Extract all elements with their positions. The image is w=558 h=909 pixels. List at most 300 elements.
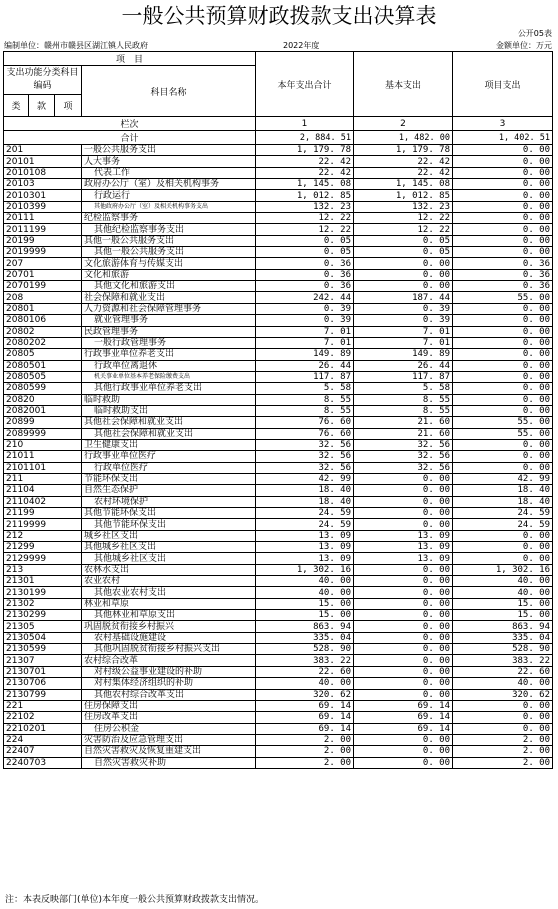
row-project: 0. 00 — [453, 190, 553, 201]
header-subject-name: 科目名称 — [82, 66, 256, 117]
row-project: 0. 00 — [453, 451, 553, 462]
row-name: 农林水支出 — [82, 564, 256, 575]
row-code: 21199 — [4, 508, 82, 519]
row-total: 528. 90 — [256, 644, 354, 655]
row-code: 2130706 — [4, 678, 82, 689]
row-name: 城乡社区支出 — [82, 530, 256, 541]
table-row — [4, 644, 553, 655]
table-row — [4, 734, 553, 745]
row-name: 其他一般公共服务支出 — [82, 247, 256, 258]
compiling-unit: 编制单位：赣州市赣县区湖江镇人民政府 — [4, 41, 148, 50]
row-total: 2. 00 — [256, 734, 354, 745]
row-project: 0. 00 — [453, 553, 553, 564]
fiscal-year: 2022年度 — [283, 41, 320, 50]
row-project: 24. 59 — [453, 519, 553, 530]
row-code: 2080202 — [4, 337, 82, 348]
row-project: 0. 00 — [453, 337, 553, 348]
table-row — [4, 439, 553, 450]
header-order-1: 1 — [256, 117, 354, 131]
table-row — [4, 473, 553, 484]
row-name: 其他纪检监察事务支出 — [82, 224, 256, 235]
row-total: 7. 01 — [256, 337, 354, 348]
table-row — [4, 723, 553, 734]
row-code: 22407 — [4, 746, 82, 757]
table-row — [4, 269, 553, 280]
row-project: 0. 00 — [453, 349, 553, 360]
row-name: 对村级公益事业建设的补助 — [82, 666, 256, 677]
table-row — [4, 201, 553, 212]
table-row — [4, 417, 553, 428]
row-name: 社会保障和就业支出 — [82, 292, 256, 303]
row-name: 行政事业单位医疗 — [82, 451, 256, 462]
row-basic: 117. 87 — [354, 371, 453, 382]
row-total: 22. 42 — [256, 167, 354, 178]
table-row — [4, 508, 553, 519]
row-name: 其他巩固脱贫衔接乡村振兴支出 — [82, 644, 256, 655]
row-name: 临时救助 — [82, 394, 256, 405]
table-row — [4, 349, 553, 360]
row-name: 林业和草原 — [82, 598, 256, 609]
row-name: 自然灾害救灾及恢复重建支出 — [82, 746, 256, 757]
row-name: 文化旅游体育与传媒支出 — [82, 258, 256, 269]
row-code: 2080106 — [4, 315, 82, 326]
row-project: 0. 00 — [453, 383, 553, 394]
row-code: 2130299 — [4, 610, 82, 621]
header-order-2: 2 — [354, 117, 453, 131]
row-basic: 22. 42 — [354, 156, 453, 167]
row-name: 住房公积金 — [82, 723, 256, 734]
row-name: 农村综合改革 — [82, 655, 256, 666]
row-code: 212 — [4, 530, 82, 541]
row-basic: 69. 14 — [354, 700, 453, 711]
row-total: 69. 14 — [256, 712, 354, 723]
row-name: 其他政府办公厅（室）及相关机构事务支出 — [82, 201, 256, 212]
row-total: 863. 94 — [256, 621, 354, 632]
row-total: 32. 56 — [256, 451, 354, 462]
expenditure-table — [3, 51, 553, 769]
row-basic: 32. 56 — [354, 451, 453, 462]
row-basic: 13. 09 — [354, 542, 453, 553]
row-code: 20701 — [4, 269, 82, 280]
row-project: 40. 00 — [453, 587, 553, 598]
row-code: 2010399 — [4, 201, 82, 212]
row-project: 0. 00 — [453, 145, 553, 156]
row-project: 0. 00 — [453, 247, 553, 258]
row-name: 其他社会保障和就业支出 — [82, 417, 256, 428]
row-basic: 0. 00 — [354, 576, 453, 587]
row-code: 2011199 — [4, 224, 82, 235]
row-project: 0. 00 — [453, 394, 553, 405]
row-total: 40. 00 — [256, 678, 354, 689]
row-name: 其他林业和草原支出 — [82, 610, 256, 621]
table-row — [4, 303, 553, 314]
row-total: 1, 012. 85 — [256, 190, 354, 201]
row-project: 0. 00 — [453, 201, 553, 212]
row-basic: 0. 00 — [354, 258, 453, 269]
row-total: 0. 39 — [256, 303, 354, 314]
header-item-group: 项 目 — [4, 52, 256, 66]
row-total: 149. 89 — [256, 349, 354, 360]
row-project: 0. 36 — [453, 258, 553, 269]
row-code: 2070199 — [4, 281, 82, 292]
total-row-project: 1, 402. 51 — [453, 131, 553, 145]
row-total: 18. 40 — [256, 485, 354, 496]
row-code: 20111 — [4, 213, 82, 224]
row-total: 12. 22 — [256, 224, 354, 235]
header-xiang: 项 — [55, 95, 82, 117]
row-name: 其他社会保障和就业支出 — [82, 428, 256, 439]
header-lei: 类 — [4, 95, 29, 117]
row-name: 农业农村 — [82, 576, 256, 587]
header-col-total: 本年支出合计 — [256, 52, 354, 117]
row-basic: 32. 56 — [354, 439, 453, 450]
row-total: 40. 00 — [256, 587, 354, 598]
row-basic: 0. 00 — [354, 610, 453, 621]
row-name: 其他农村综合改革支出 — [82, 689, 256, 700]
row-basic: 0. 00 — [354, 655, 453, 666]
row-basic: 0. 00 — [354, 678, 453, 689]
row-name: 节能环保支出 — [82, 473, 256, 484]
row-name: 自然生态保护 — [82, 485, 256, 496]
row-basic: 8. 55 — [354, 394, 453, 405]
row-code: 21307 — [4, 655, 82, 666]
row-basic: 0. 00 — [354, 621, 453, 632]
row-name: 其他农业农村支出 — [82, 587, 256, 598]
table-row — [4, 179, 553, 190]
table-row — [4, 190, 553, 201]
table-row — [4, 700, 553, 711]
row-basic: 0. 00 — [354, 757, 453, 768]
row-code: 2129999 — [4, 553, 82, 564]
row-code: 2130701 — [4, 666, 82, 677]
row-total: 13. 09 — [256, 553, 354, 564]
row-basic: 0. 05 — [354, 235, 453, 246]
table-row — [4, 757, 553, 768]
row-basic: 26. 44 — [354, 360, 453, 371]
row-total: 69. 14 — [256, 700, 354, 711]
table-row — [4, 281, 553, 292]
header-order-3: 3 — [453, 117, 553, 131]
row-basic: 0. 00 — [354, 269, 453, 280]
table-row — [4, 610, 553, 621]
row-name: 其他城乡社区支出 — [82, 553, 256, 564]
row-project: 0. 00 — [453, 360, 553, 371]
row-name: 政府办公厅（室）及相关机构事务 — [82, 179, 256, 190]
row-total: 8. 55 — [256, 405, 354, 416]
table-row — [4, 213, 553, 224]
row-basic: 0. 00 — [354, 496, 453, 507]
row-project: 0. 00 — [453, 235, 553, 246]
row-code: 21011 — [4, 451, 82, 462]
row-code: 201 — [4, 145, 82, 156]
row-basic: 0. 00 — [354, 666, 453, 677]
row-project: 0. 00 — [453, 439, 553, 450]
table-row — [4, 712, 553, 723]
row-code: 20805 — [4, 349, 82, 360]
table-body — [4, 145, 553, 769]
row-basic: 7. 01 — [354, 326, 453, 337]
row-code: 21305 — [4, 621, 82, 632]
row-total: 335. 04 — [256, 632, 354, 643]
row-project: 0. 00 — [453, 712, 553, 723]
table-row — [4, 247, 553, 258]
table-row — [4, 542, 553, 553]
row-code: 21301 — [4, 576, 82, 587]
row-code: 2080505 — [4, 371, 82, 382]
table-row — [4, 315, 553, 326]
row-total: 5. 58 — [256, 383, 354, 394]
row-code: 2080599 — [4, 383, 82, 394]
table-row — [4, 666, 553, 677]
money-unit: 金额单位：万元 — [496, 41, 552, 50]
row-total: 117. 87 — [256, 371, 354, 382]
row-project: 24. 59 — [453, 508, 553, 519]
row-basic: 22. 42 — [354, 167, 453, 178]
row-code: 2010108 — [4, 167, 82, 178]
row-basic: 0. 39 — [354, 315, 453, 326]
row-code: 20199 — [4, 235, 82, 246]
table-row — [4, 394, 553, 405]
row-basic: 0. 00 — [354, 689, 453, 700]
table-row — [4, 553, 553, 564]
row-name: 其他节能环保支出 — [82, 508, 256, 519]
row-basic: 12. 22 — [354, 213, 453, 224]
row-basic: 0. 00 — [354, 632, 453, 643]
row-name: 文化和旅游 — [82, 269, 256, 280]
row-basic: 21. 60 — [354, 428, 453, 439]
row-total: 15. 00 — [256, 598, 354, 609]
row-total: 383. 22 — [256, 655, 354, 666]
row-basic: 0. 00 — [354, 281, 453, 292]
total-row-total: 2, 884. 51 — [256, 131, 354, 145]
row-code: 2080501 — [4, 360, 82, 371]
row-project: 55. 00 — [453, 428, 553, 439]
row-project: 0. 00 — [453, 405, 553, 416]
row-code: 2089999 — [4, 428, 82, 439]
table-row — [4, 156, 553, 167]
row-basic: 0. 00 — [354, 644, 453, 655]
row-name: 代表工作 — [82, 167, 256, 178]
row-name: 临时救助支出 — [82, 405, 256, 416]
row-code: 2240703 — [4, 757, 82, 768]
row-code: 2210201 — [4, 723, 82, 734]
row-total: 0. 36 — [256, 258, 354, 269]
row-total: 22. 60 — [256, 666, 354, 677]
row-basic: 69. 14 — [354, 712, 453, 723]
row-project: 0. 00 — [453, 530, 553, 541]
row-basic: 13. 09 — [354, 530, 453, 541]
row-name: 人大事务 — [82, 156, 256, 167]
row-total: 320. 62 — [256, 689, 354, 700]
row-total: 69. 14 — [256, 723, 354, 734]
table-row — [4, 337, 553, 348]
row-total: 32. 56 — [256, 439, 354, 450]
row-code: 2130799 — [4, 689, 82, 700]
table-row — [4, 678, 553, 689]
row-code: 2101101 — [4, 462, 82, 473]
row-basic: 187. 44 — [354, 292, 453, 303]
row-name: 就业管理事务 — [82, 315, 256, 326]
row-code: 20103 — [4, 179, 82, 190]
row-project: 40. 00 — [453, 576, 553, 587]
row-basic: 1, 012. 85 — [354, 190, 453, 201]
table-row — [4, 621, 553, 632]
row-project: 0. 36 — [453, 269, 553, 280]
row-total: 0. 39 — [256, 315, 354, 326]
row-basic: 12. 22 — [354, 224, 453, 235]
row-project: 320. 62 — [453, 689, 553, 700]
row-code: 20801 — [4, 303, 82, 314]
row-basic: 0. 00 — [354, 508, 453, 519]
row-total: 1, 145. 08 — [256, 179, 354, 190]
table-row — [4, 451, 553, 462]
row-project: 0. 00 — [453, 462, 553, 473]
row-name: 行政单位离退休 — [82, 360, 256, 371]
row-code: 211 — [4, 473, 82, 484]
table-row — [4, 235, 553, 246]
row-name: 一般行政管理事务 — [82, 337, 256, 348]
row-basic: 8. 55 — [354, 405, 453, 416]
table-row — [4, 371, 553, 382]
row-code: 2130504 — [4, 632, 82, 643]
row-name: 纪检监察事务 — [82, 213, 256, 224]
row-code: 20802 — [4, 326, 82, 337]
total-row-basic: 1, 482. 00 — [354, 131, 453, 145]
row-project: 335. 04 — [453, 632, 553, 643]
header-order-label: 栏次 — [4, 117, 256, 131]
row-name: 一般公共服务支出 — [82, 145, 256, 156]
table-row — [4, 145, 553, 156]
table-row — [4, 383, 553, 394]
row-basic: 149. 89 — [354, 349, 453, 360]
row-basic: 1, 179. 78 — [354, 145, 453, 156]
table-row — [4, 496, 553, 507]
row-code: 221 — [4, 700, 82, 711]
header-col-basic: 基本支出 — [354, 52, 453, 117]
row-project: 0. 36 — [453, 281, 553, 292]
row-project: 0. 00 — [453, 315, 553, 326]
row-total: 1, 302. 16 — [256, 564, 354, 575]
row-project: 1, 302. 16 — [453, 564, 553, 575]
row-project: 22. 60 — [453, 666, 553, 677]
row-total: 40. 00 — [256, 576, 354, 587]
row-name: 人力资源和社会保障管理事务 — [82, 303, 256, 314]
footnote: 注：本表反映部门(单位)本年度一般公共预算财政拨款支出情况。 — [5, 895, 265, 905]
row-code: 210 — [4, 439, 82, 450]
row-name: 卫生健康支出 — [82, 439, 256, 450]
header-classification: 支出功能分类科目编码 — [4, 66, 82, 95]
row-project: 18. 40 — [453, 496, 553, 507]
row-code: 224 — [4, 734, 82, 745]
table-row — [4, 224, 553, 235]
row-code: 20899 — [4, 417, 82, 428]
form-code: 公开05表 — [517, 29, 552, 38]
row-name: 行政事业单位养老支出 — [82, 349, 256, 360]
row-project: 528. 90 — [453, 644, 553, 655]
row-code: 2130199 — [4, 587, 82, 598]
row-total: 13. 09 — [256, 542, 354, 553]
row-basic: 132. 23 — [354, 201, 453, 212]
row-total: 0. 05 — [256, 235, 354, 246]
row-total: 24. 59 — [256, 508, 354, 519]
row-total: 7. 01 — [256, 326, 354, 337]
row-total: 42. 99 — [256, 473, 354, 484]
row-name: 住房保障支出 — [82, 700, 256, 711]
row-code: 2082001 — [4, 405, 82, 416]
row-total: 76. 60 — [256, 428, 354, 439]
row-code: 21104 — [4, 485, 82, 496]
row-code: 208 — [4, 292, 82, 303]
row-total: 15. 00 — [256, 610, 354, 621]
row-project: 0. 00 — [453, 723, 553, 734]
row-project: 0. 00 — [453, 179, 553, 190]
row-name: 其他文化和旅游支出 — [82, 281, 256, 292]
total-row-label: 合计 — [4, 131, 256, 145]
row-total: 0. 36 — [256, 269, 354, 280]
table-row — [4, 462, 553, 473]
row-basic: 1, 145. 08 — [354, 179, 453, 190]
table-row — [4, 428, 553, 439]
row-project: 15. 00 — [453, 610, 553, 621]
table-row — [4, 576, 553, 587]
row-project: 55. 00 — [453, 292, 553, 303]
row-name: 对村集体经济组织的补助 — [82, 678, 256, 689]
row-basic: 0. 39 — [354, 303, 453, 314]
header-kuan: 款 — [29, 95, 55, 117]
row-code: 2119999 — [4, 519, 82, 530]
row-name: 机关事业单位基本养老保险缴费支出 — [82, 371, 256, 382]
table-row — [4, 587, 553, 598]
row-total: 26. 44 — [256, 360, 354, 371]
row-project: 383. 22 — [453, 655, 553, 666]
row-code: 2010301 — [4, 190, 82, 201]
row-code: 21299 — [4, 542, 82, 553]
row-project: 0. 00 — [453, 156, 553, 167]
row-code: 207 — [4, 258, 82, 269]
row-total: 0. 05 — [256, 247, 354, 258]
row-project: 0. 00 — [453, 167, 553, 178]
table-row — [4, 360, 553, 371]
row-project: 0. 00 — [453, 700, 553, 711]
row-project: 2. 00 — [453, 734, 553, 745]
row-name: 农村环境保护 — [82, 496, 256, 507]
row-total: 2. 00 — [256, 746, 354, 757]
row-total: 132. 23 — [256, 201, 354, 212]
row-basic: 7. 01 — [354, 337, 453, 348]
row-basic: 5. 58 — [354, 383, 453, 394]
row-project: 0. 00 — [453, 224, 553, 235]
row-project: 0. 00 — [453, 371, 553, 382]
row-basic: 0. 00 — [354, 485, 453, 496]
row-code: 2130599 — [4, 644, 82, 655]
row-total: 2. 00 — [256, 757, 354, 768]
row-name: 其他一般公共服务支出 — [82, 235, 256, 246]
table-row — [4, 485, 553, 496]
row-basic: 0. 00 — [354, 598, 453, 609]
row-basic: 21. 60 — [354, 417, 453, 428]
row-project: 42. 99 — [453, 473, 553, 484]
row-basic: 0. 00 — [354, 473, 453, 484]
row-code: 2019999 — [4, 247, 82, 258]
table-row — [4, 167, 553, 178]
row-project: 0. 00 — [453, 326, 553, 337]
row-project: 2. 00 — [453, 757, 553, 768]
row-project: 18. 40 — [453, 485, 553, 496]
row-code: 20101 — [4, 156, 82, 167]
table-row — [4, 689, 553, 700]
row-basic: 13. 09 — [354, 553, 453, 564]
row-basic: 0. 00 — [354, 746, 453, 757]
